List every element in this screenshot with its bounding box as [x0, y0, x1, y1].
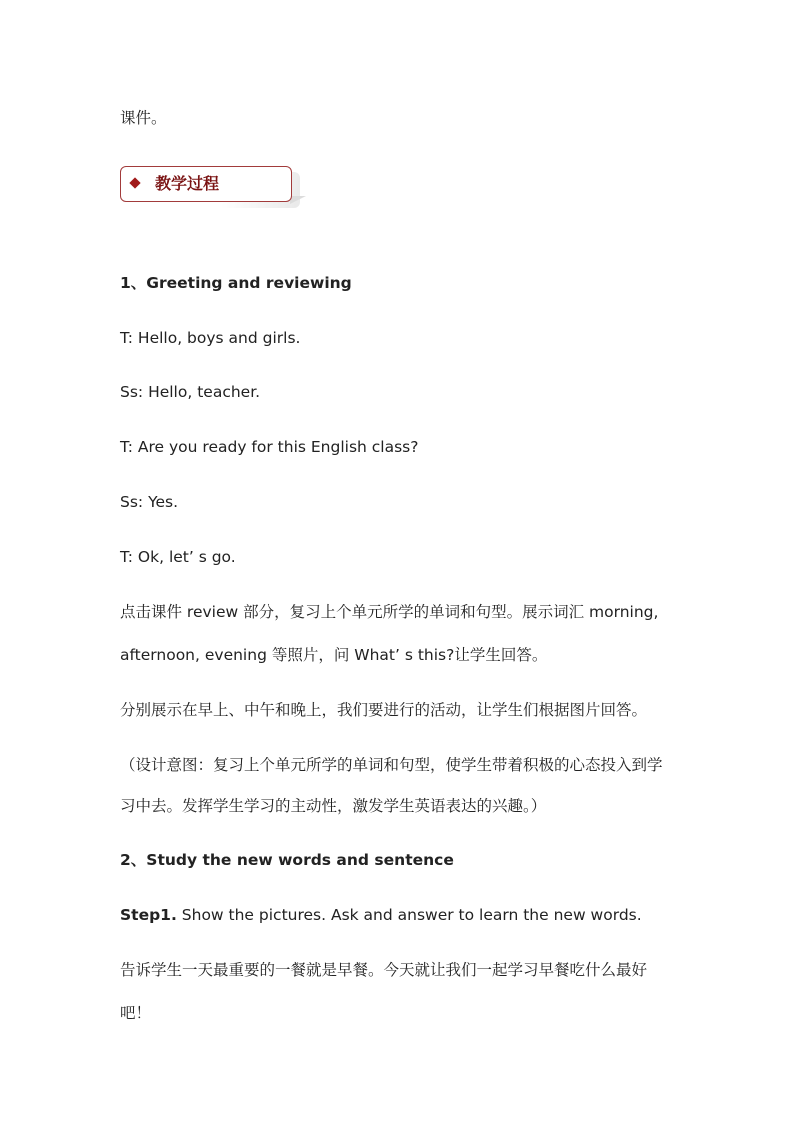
paragraph-activities: 分别展示在早上、中午和晚上，我们要进行的活动，让学生们根据图片回答。: [120, 701, 648, 719]
step1-line: [120, 905, 680, 925]
dialogue-line: Ss: Yes.: [120, 493, 179, 511]
dialogue-line: Ss: Hello, teacher.: [120, 383, 261, 401]
dialogue-line: T: Are you ready for this English class?: [120, 438, 419, 456]
design-intent-line1: （设计意图：复习上个单元所学的单词和句型，使学生带着积极的心态投入到学: [120, 756, 663, 774]
paragraph-breakfast-line1: 告诉学生一天最重要的一餐就是早餐。今天就让我们一起学习早餐吃什么最好: [120, 961, 648, 979]
section1-heading: 1、Greeting and reviewing: [120, 274, 352, 292]
step1-label: Step1.: [120, 906, 177, 924]
dialogue-line: T: Hello, boys and girls.: [120, 329, 301, 347]
dialogue-line: T: Ok, let’ s go.: [120, 548, 236, 566]
paragraph-review-line2: afternoon, evening 等照片，问 What’ s this?让学生回答。: [120, 646, 548, 664]
paragraph-review-line1: 点击课件 review 部分，复习上个单元所学的单词和句型。展示词汇 morning,: [120, 603, 659, 621]
top-text: 课件。: [120, 109, 167, 127]
section-badge-label: 教学过程: [155, 174, 220, 193]
design-intent-line2: 习中去。发挥学生学习的主动性，激发学生英语表达的兴趣。）: [120, 797, 547, 815]
section2-heading: 2、Study the new words and sentence: [120, 851, 454, 869]
step1-text: Show the pictures. Ask and answer to learn the new words.: [176, 906, 642, 924]
paragraph-breakfast-line2: 吧！: [120, 1004, 152, 1022]
badge-shadow-tip: [290, 196, 306, 204]
